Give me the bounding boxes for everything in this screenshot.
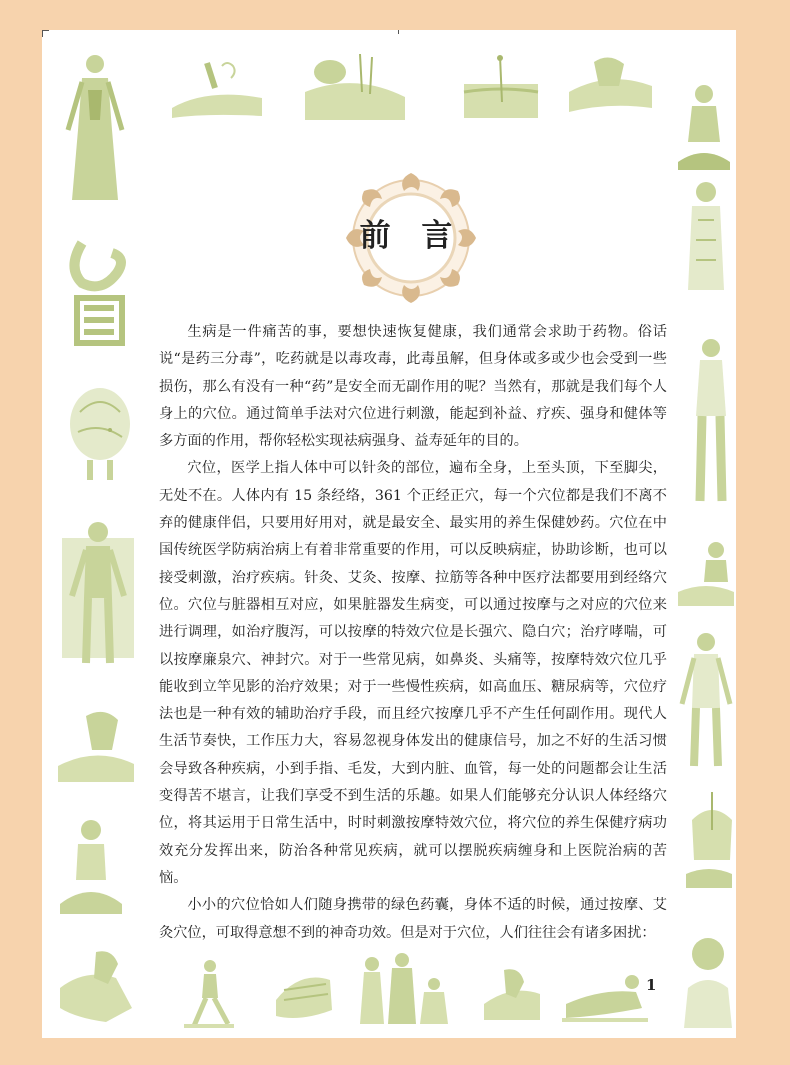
hand-pressing-arm-illustration (56, 706, 136, 784)
page-number: 1 (646, 976, 657, 994)
paragraph: 穴位，医学上指人体中可以针灸的部位，遍布全身，上至头顶，下至脚尖，无处不在。人体内有 15 条经络，361 个正经正穴，每一个穴位都是我们不离不弃的健康伴侣，只要用好用对，就是最安全、最实用的养生保健妙药。穴位在中国传统医学防病治病上有着非常重要的作用，可以反映病症，协助诊断，也可以接受刺激，治疗疾病。针灸、艾灸、按摩、拉筋等各种中医疗法都要用到经络穴位。穴位与脏器相互对应，如果脏器发生病变，可以通过按摩与之对应的穴位来进行调理，如治疗腹泻，可以按摩的特效穴位是长强穴、隐白穴；治疗哮喘，可以按摩廉泉穴、神封穴。对于一些常见病，如鼻炎、头痛等，按摩特效穴位几乎能收到立竿见影的治疗效果；对于一些慢性疾病，如高血压、糖尿病等，穴位疗法也是一种有效的辅助治疗手段，而且经穴按摩几乎不产生任何副作用。现代人生活节奏快，工作压力大，容易忽视身体发出的健康信号，加之不好的生活习惯会导致各种疾病，小到手指、毛发，大到内脏、血管，每一处的问题都会让生活变得苦不堪言，让我们享受不到生活的乐趣。如果人们能够充分认识人体经络穴位，将其运用于日常生活中，时时刺激按摩特效穴位，将穴位的养生保健疗病功效充分发挥出来，防治各种常见疾病，就可以摆脱疾病缠身和上医院治病的苦恼。 (159, 460, 667, 886)
woman-portrait-illustration (680, 930, 736, 1030)
standing-man-meridians-illustration (62, 518, 134, 668)
crop-mark (42, 30, 49, 37)
paragraph: 小小的穴位恰如人们随身携带的绿色药囊，身体不适的时候，通过按摩、艾灸穴位，可取得意想不到的神奇功效。但是对于穴位，人们往往会有诸多困扰： (159, 897, 667, 941)
preface-body (159, 319, 667, 947)
torso-meridians-illustration (676, 180, 736, 300)
group-of-figures-illustration (350, 950, 454, 1032)
massage-hand-illustration (564, 52, 654, 114)
reclining-woman-illustration (562, 968, 648, 1024)
leg-figure-illustration (686, 336, 736, 506)
paragraph: 生病是一件痛苦的事，要想快速恢复健康，我们通常会求助于药物。俗话说“是药三分毒”，吃药就是以毒攻毒，此毒虽解，但身体或多或少也会受到一些损伤，那么有没有一种“药”是安全而无副作用的呢？当然有，那就是我们每个人身上的穴位。通过简单手法对穴位进行刺激，能起到补益、疗疾、强身和健体等多方面的作用，帮你轻松实现祛病强身、益寿延年的目的。 (159, 324, 667, 450)
hand-closeup-illustration (270, 960, 336, 1026)
standing-figure-anatomy-illustration (60, 50, 130, 210)
meditating-woman-illustration (56, 816, 126, 916)
meditating-figure-top-illustration (674, 82, 734, 172)
book-page (42, 30, 736, 1038)
moxibustion-arm-illustration (167, 58, 267, 120)
crop-mark (398, 30, 405, 34)
acupuncture-hand-illustration (682, 790, 736, 890)
acupuncture-back-illustration (300, 52, 410, 122)
reclining-massage-illustration (676, 536, 736, 608)
page-title: 前 言 (359, 218, 463, 254)
foot-massage-illustration (56, 948, 136, 1026)
standing-person-illustration (678, 630, 734, 770)
digestive-organs-illustration (62, 238, 134, 348)
running-man-illustration (184, 958, 234, 1030)
needle-skin-section-illustration (462, 54, 540, 120)
hand-touch-illustration (480, 964, 544, 1026)
head-meridians-illustration (60, 382, 140, 482)
